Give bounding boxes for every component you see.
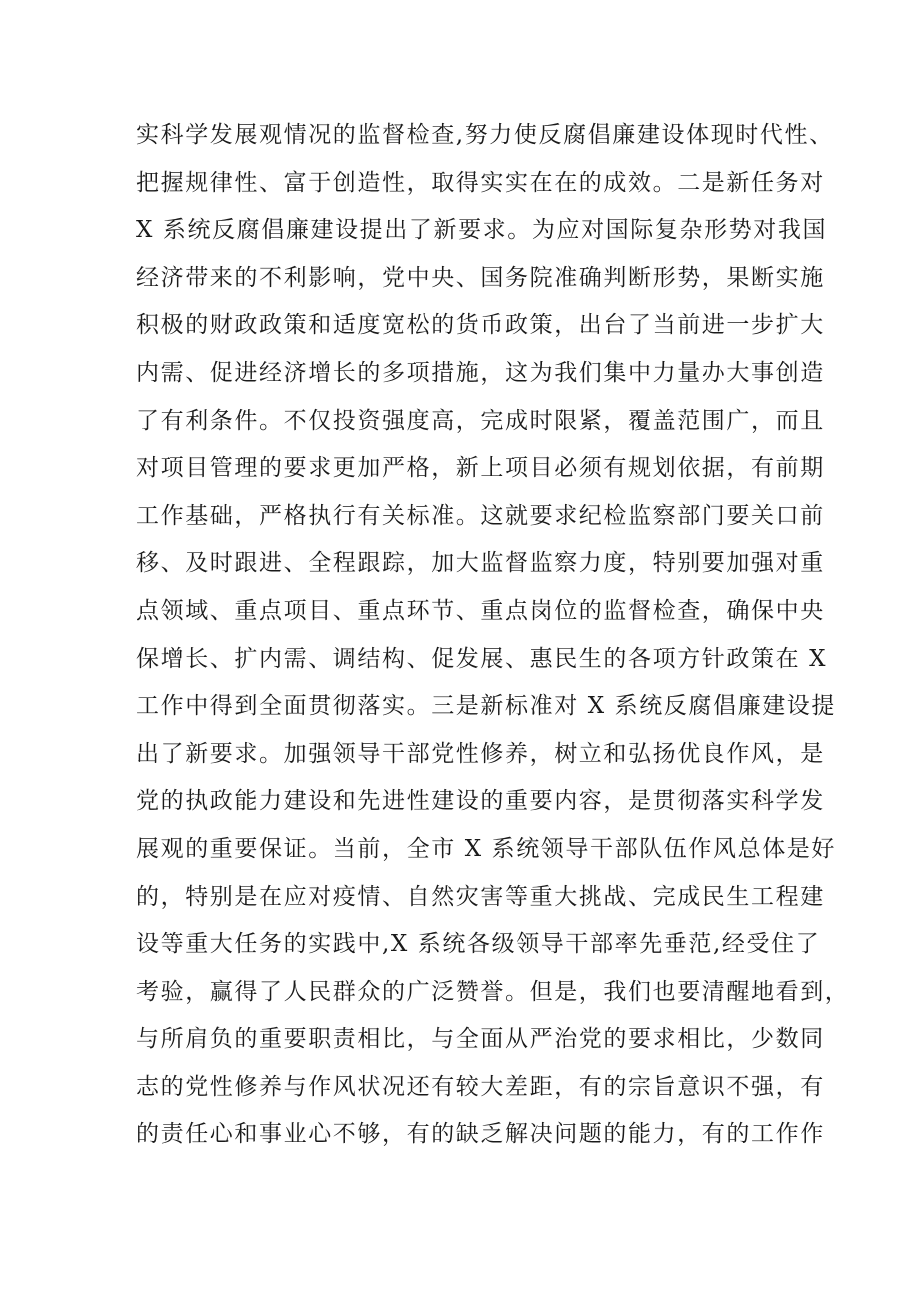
text-line: X 系统反腐倡廉建设提出了新要求。为应对国际复杂形势对我国: [136, 217, 828, 244]
text-line: 移、及时跟进、全程跟踪，加大监督监察力度，特别要加强对重: [136, 550, 825, 577]
text-line: 了有利条件。不仅投资强度高，完成时限紧，覆盖范围广，而且: [136, 407, 825, 434]
text-line: 保增长、扩内需、调结构、促发展、惠民生的各项方针政策在 X: [136, 645, 828, 672]
text-line: 党的执政能力建设和先进性建设的重要内容，是贯彻落实科学发: [136, 788, 825, 815]
body-text: [136, 112, 850, 1159]
text-line: 内需、促进经济增长的多项措施，这为我们集中力量办大事创造: [136, 359, 825, 386]
text-line: 把握规律性、富于创造性，取得实实在在的成效。二是新任务对: [136, 169, 825, 196]
text-line: 工作中得到全面贯彻落实。三是新标准对 X 系统反腐倡廉建设提: [136, 693, 836, 720]
text-line: 设等重大任务的实践中,X 系统各级领导干部率先垂范,经受住了: [136, 931, 821, 958]
text-line: 与所肩负的重要职责相比，与全面从严治党的要求相比，少数同: [136, 1026, 825, 1053]
text-line: 积极的财政政策和适度宽松的货币政策，出台了当前进一步扩大: [136, 312, 825, 339]
text-line: 展观的重要保证。当前，全市 X 系统领导干部队伍作风总体是好: [136, 835, 836, 862]
text-line: 对项目管理的要求更加严格，新上项目必须有规划依据，有前期: [136, 455, 825, 482]
text-line: 实科学发展观情况的监督检查,努力使反腐倡廉建设体现时代性、: [136, 122, 834, 148]
text-line: 的责任心和事业心不够，有的缺乏解决问题的能力，有的工作作: [136, 1121, 825, 1148]
text-line: 工作基础，严格执行有关标准。这就要求纪检监察部门要关口前: [136, 502, 825, 529]
text-line: 考验，赢得了人民群众的广泛赞誉。但是，我们也要清醒地看到，: [136, 978, 850, 1005]
text-line: 经济带来的不利影响，党中央、国务院准确判断形势，果断实施: [136, 264, 825, 291]
text-line: 的，特别是在应对疫情、自然灾害等重大挑战、完成民生工程建: [136, 883, 825, 910]
text-line: 点领域、重点项目、重点环节、重点岗位的监督检查，确保中央: [136, 597, 825, 624]
text-line: 志的党性修养与作风状况还有较大差距，有的宗旨意识不强，有: [136, 1073, 825, 1100]
text-line: 出了新要求。加强领导干部党性修养，树立和弘扬优良作风，是: [136, 740, 825, 767]
